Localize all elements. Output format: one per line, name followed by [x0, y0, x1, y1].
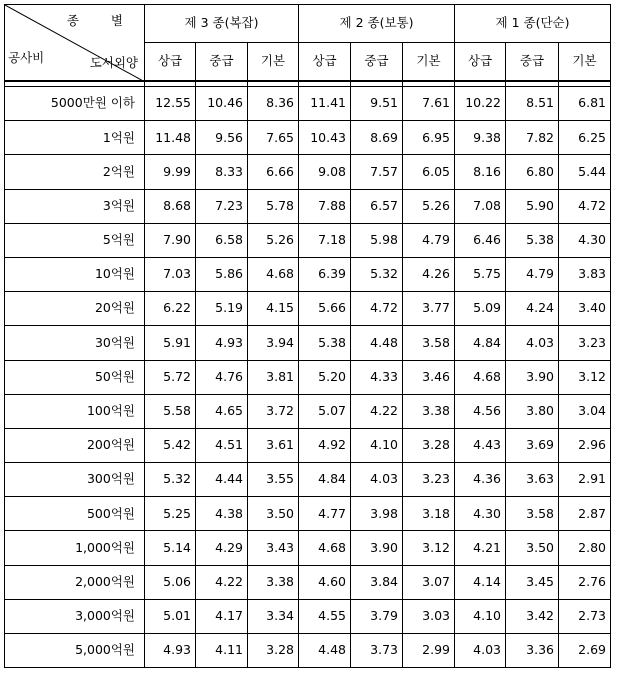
rate-cell: 3.79 [351, 599, 403, 633]
rate-cell: 4.36 [455, 463, 506, 497]
rate-cell: 4.77 [299, 497, 351, 531]
rate-cell: 5.26 [403, 189, 455, 223]
rate-cell: 7.57 [351, 155, 403, 189]
rate-cell: 2.73 [559, 599, 611, 633]
rate-cell: 3.28 [248, 634, 299, 668]
table-row [5, 428, 611, 462]
fee-table-body [5, 87, 611, 668]
cost-label: 500억원 [5, 497, 145, 531]
rate-cell: 4.03 [351, 463, 403, 497]
rate-cell: 5.91 [145, 326, 196, 360]
cost-label: 5,000억원 [5, 634, 145, 668]
table-row [5, 634, 611, 668]
rate-cell: 6.66 [248, 155, 299, 189]
rate-cell: 3.84 [351, 565, 403, 599]
rate-cell: 3.42 [506, 599, 559, 633]
rate-cell: 5.44 [559, 155, 611, 189]
cost-label: 5억원 [5, 223, 145, 257]
table-row [5, 121, 611, 155]
rate-cell: 4.33 [351, 360, 403, 394]
rate-cell: 4.56 [455, 394, 506, 428]
rate-cell: 4.68 [248, 257, 299, 291]
rate-cell: 2.99 [403, 634, 455, 668]
rate-cell: 5.38 [299, 326, 351, 360]
rate-cell: 8.16 [455, 155, 506, 189]
rate-cell: 7.61 [403, 87, 455, 121]
header-row-groups [5, 5, 611, 43]
table-row [5, 531, 611, 565]
table-row [5, 599, 611, 633]
rate-cell: 5.58 [145, 394, 196, 428]
rate-cell: 4.68 [299, 531, 351, 565]
subheader-cell: 중급 [506, 43, 559, 81]
table-row [5, 155, 611, 189]
rate-cell: 9.51 [351, 87, 403, 121]
group-header-type2: 제 2 종(보통) [299, 5, 455, 43]
rate-cell: 6.46 [455, 223, 506, 257]
rate-cell: 8.69 [351, 121, 403, 155]
rate-cell: 3.23 [403, 463, 455, 497]
cost-label: 30억원 [5, 326, 145, 360]
cost-label: 3억원 [5, 189, 145, 223]
table-row [5, 223, 611, 257]
rate-cell: 3.38 [403, 394, 455, 428]
rate-cell: 4.15 [248, 292, 299, 326]
rate-cell: 9.08 [299, 155, 351, 189]
rate-cell: 7.65 [248, 121, 299, 155]
table-row [5, 87, 611, 121]
table-row [5, 189, 611, 223]
rate-cell: 11.48 [145, 121, 196, 155]
corner-top-label: 종 별 [66, 13, 137, 28]
rate-cell: 4.22 [196, 565, 248, 599]
rate-cell: 4.68 [455, 360, 506, 394]
subheader-cell: 중급 [196, 43, 248, 81]
rate-cell: 4.72 [351, 292, 403, 326]
rate-cell: 7.03 [145, 257, 196, 291]
rate-cell: 5.20 [299, 360, 351, 394]
rate-cell: 4.24 [506, 292, 559, 326]
rate-cell: 4.17 [196, 599, 248, 633]
rate-cell: 3.50 [248, 497, 299, 531]
table-row [5, 326, 611, 360]
rate-cell: 3.07 [403, 565, 455, 599]
rate-cell: 5.98 [351, 223, 403, 257]
rate-cell: 5.78 [248, 189, 299, 223]
group-header-type3: 제 3 종(복잡) [145, 5, 299, 43]
rate-cell: 4.22 [351, 394, 403, 428]
rate-cell: 8.36 [248, 87, 299, 121]
rate-cell: 3.63 [506, 463, 559, 497]
rate-cell: 3.04 [559, 394, 611, 428]
rate-cell: 6.81 [559, 87, 611, 121]
rate-cell: 5.90 [506, 189, 559, 223]
rate-cell: 3.18 [403, 497, 455, 531]
rate-cell: 5.42 [145, 428, 196, 462]
rate-cell: 3.40 [559, 292, 611, 326]
rate-cell: 7.23 [196, 189, 248, 223]
rate-cell: 5.32 [351, 257, 403, 291]
rate-cell: 2.96 [559, 428, 611, 462]
table-row [5, 497, 611, 531]
subheader-cell: 상급 [299, 43, 351, 81]
rate-cell: 4.84 [455, 326, 506, 360]
rate-cell: 3.98 [351, 497, 403, 531]
rate-cell: 3.77 [403, 292, 455, 326]
rate-cell: 5.25 [145, 497, 196, 531]
rate-cell: 3.73 [351, 634, 403, 668]
rate-cell: 6.95 [403, 121, 455, 155]
rate-cell: 4.26 [403, 257, 455, 291]
rate-cell: 7.08 [455, 189, 506, 223]
rate-cell: 3.36 [506, 634, 559, 668]
rate-cell: 3.38 [248, 565, 299, 599]
rate-cell: 6.80 [506, 155, 559, 189]
rate-cell: 3.83 [559, 257, 611, 291]
rate-cell: 4.51 [196, 428, 248, 462]
rate-cell: 4.65 [196, 394, 248, 428]
rate-cell: 6.22 [145, 292, 196, 326]
rate-cell: 4.60 [299, 565, 351, 599]
rate-cell: 3.28 [403, 428, 455, 462]
rate-cell: 9.38 [455, 121, 506, 155]
rate-cell: 4.48 [299, 634, 351, 668]
rate-cell: 7.90 [145, 223, 196, 257]
rate-cell: 4.21 [455, 531, 506, 565]
rate-cell: 4.30 [559, 223, 611, 257]
rate-cell: 7.82 [506, 121, 559, 155]
rate-cell: 4.10 [351, 428, 403, 462]
rate-cell: 5.32 [145, 463, 196, 497]
table-row [5, 292, 611, 326]
rate-cell: 3.58 [403, 326, 455, 360]
cost-label: 10억원 [5, 257, 145, 291]
rate-cell: 3.69 [506, 428, 559, 462]
rate-cell: 7.88 [299, 189, 351, 223]
rate-cell: 6.25 [559, 121, 611, 155]
rate-cell: 5.07 [299, 394, 351, 428]
subheader-cell: 기본 [248, 43, 299, 81]
rate-cell: 3.90 [351, 531, 403, 565]
table-row [5, 394, 611, 428]
rate-cell: 5.66 [299, 292, 351, 326]
rate-cell: 5.72 [145, 360, 196, 394]
subheader-cell: 기본 [403, 43, 455, 81]
rate-cell: 10.46 [196, 87, 248, 121]
rate-cell: 3.90 [506, 360, 559, 394]
rate-cell: 6.39 [299, 257, 351, 291]
cost-label: 300억원 [5, 463, 145, 497]
rate-cell: 4.93 [145, 634, 196, 668]
rate-cell: 2.69 [559, 634, 611, 668]
rate-cell: 4.10 [455, 599, 506, 633]
rate-cell: 10.43 [299, 121, 351, 155]
subheader-cell: 상급 [455, 43, 506, 81]
rate-cell: 4.72 [559, 189, 611, 223]
rate-cell: 5.19 [196, 292, 248, 326]
cost-label: 50억원 [5, 360, 145, 394]
rate-cell: 5.75 [455, 257, 506, 291]
rate-cell: 4.48 [351, 326, 403, 360]
fee-rate-table [4, 4, 611, 668]
cost-label: 3,000억원 [5, 599, 145, 633]
rate-cell: 3.12 [559, 360, 611, 394]
rate-cell: 5.26 [248, 223, 299, 257]
rate-cell: 4.79 [506, 257, 559, 291]
rate-cell: 3.03 [403, 599, 455, 633]
subheader-cell: 기본 [559, 43, 611, 81]
rate-cell: 3.50 [506, 531, 559, 565]
rate-cell: 8.51 [506, 87, 559, 121]
rate-cell: 2.87 [559, 497, 611, 531]
cost-label: 2억원 [5, 155, 145, 189]
rate-cell: 4.44 [196, 463, 248, 497]
corner-diagonal-cell [5, 5, 145, 81]
group-header-type1: 제 1 종(단순) [455, 5, 611, 43]
rate-cell: 3.81 [248, 360, 299, 394]
rate-cell: 5.09 [455, 292, 506, 326]
rate-cell: 3.72 [248, 394, 299, 428]
rate-cell: 4.14 [455, 565, 506, 599]
rate-cell: 5.14 [145, 531, 196, 565]
rate-cell: 7.18 [299, 223, 351, 257]
subheader-cell: 상급 [145, 43, 196, 81]
cost-label: 200억원 [5, 428, 145, 462]
cost-label: 2,000억원 [5, 565, 145, 599]
rate-cell: 3.45 [506, 565, 559, 599]
rate-cell: 3.58 [506, 497, 559, 531]
corner-left-label: 공사비 [8, 50, 45, 65]
rate-cell: 2.76 [559, 565, 611, 599]
rate-cell: 10.22 [455, 87, 506, 121]
rate-cell: 3.61 [248, 428, 299, 462]
rate-cell: 3.23 [559, 326, 611, 360]
rate-cell: 3.55 [248, 463, 299, 497]
rate-cell: 11.41 [299, 87, 351, 121]
rate-cell: 4.11 [196, 634, 248, 668]
rate-cell: 5.38 [506, 223, 559, 257]
rate-cell: 3.43 [248, 531, 299, 565]
rate-cell: 4.43 [455, 428, 506, 462]
rate-cell: 4.55 [299, 599, 351, 633]
rate-cell: 3.94 [248, 326, 299, 360]
table-row [5, 360, 611, 394]
rate-cell: 3.80 [506, 394, 559, 428]
rate-cell: 6.57 [351, 189, 403, 223]
rate-cell: 4.29 [196, 531, 248, 565]
rate-cell: 3.34 [248, 599, 299, 633]
rate-cell: 9.99 [145, 155, 196, 189]
rate-cell: 12.55 [145, 87, 196, 121]
rate-cell: 4.84 [299, 463, 351, 497]
rate-cell: 6.05 [403, 155, 455, 189]
rate-cell: 5.86 [196, 257, 248, 291]
cost-label: 5000만원 이하 [5, 87, 145, 121]
rate-cell: 3.46 [403, 360, 455, 394]
rate-cell: 3.12 [403, 531, 455, 565]
rate-cell: 4.79 [403, 223, 455, 257]
rate-cell: 6.58 [196, 223, 248, 257]
cost-label: 1억원 [5, 121, 145, 155]
rate-cell: 4.30 [455, 497, 506, 531]
cost-label: 100억원 [5, 394, 145, 428]
cost-label: 1,000억원 [5, 531, 145, 565]
table-row [5, 257, 611, 291]
rate-cell: 8.68 [145, 189, 196, 223]
rate-cell: 4.03 [506, 326, 559, 360]
rate-cell: 9.56 [196, 121, 248, 155]
table-row [5, 565, 611, 599]
subheader-cell: 중급 [351, 43, 403, 81]
rate-cell: 4.76 [196, 360, 248, 394]
rate-cell: 4.93 [196, 326, 248, 360]
rate-cell: 5.01 [145, 599, 196, 633]
rate-cell: 4.03 [455, 634, 506, 668]
cost-label: 20억원 [5, 292, 145, 326]
rate-cell: 8.33 [196, 155, 248, 189]
corner-right-label: 도서외양 [89, 55, 138, 70]
rate-cell: 4.92 [299, 428, 351, 462]
rate-cell: 2.80 [559, 531, 611, 565]
rate-cell: 5.06 [145, 565, 196, 599]
rate-cell: 4.38 [196, 497, 248, 531]
rate-cell: 2.91 [559, 463, 611, 497]
table-row [5, 463, 611, 497]
